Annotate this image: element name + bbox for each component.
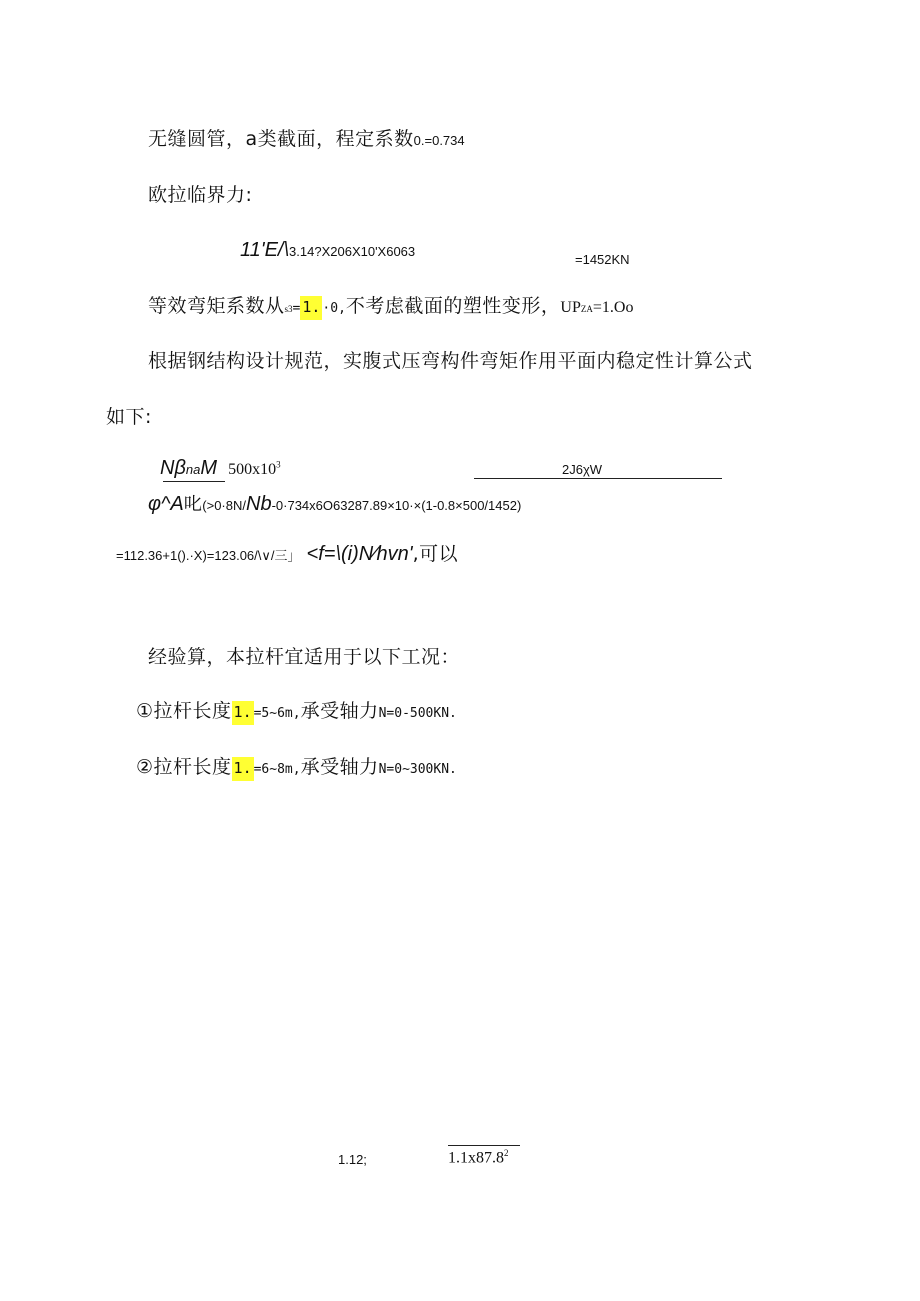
highlighted-symbol: 1. (300, 296, 322, 320)
moment-coefficient-equals: = (292, 301, 301, 316)
condition-2-axial-label: 承受轴力 (300, 756, 379, 778)
condition-2-label: ②拉杆长度 (136, 756, 232, 778)
euler-formula-numerator: 3.14?X206X10'X6063 (289, 244, 416, 259)
stability-result-line (116, 544, 458, 564)
plastic-factor-subscript: ZA (580, 304, 593, 314)
moment-coefficient-label: 等效弯矩系数从 (148, 295, 285, 317)
design-code-paragraph: 根据钢结构设计规范，实腹式压弯构件弯矩作用平面内稳定性计算公式 (148, 350, 753, 372)
plastic-deformation-note: 不考虑截面的塑性变形， (345, 295, 561, 317)
applicable-conditions-heading: 经验算，本拉杆宜适用于以下工况： (148, 646, 461, 668)
euler-critical-force-heading: 欧拉临界力: (148, 184, 253, 206)
footer-coefficient: 1.12; (338, 1152, 367, 1167)
stability-formula-denominator (148, 494, 521, 514)
fraction-bar-left (163, 481, 225, 482)
footer-expression-value: 1.1x87.8 (448, 1149, 504, 1167)
footer-expression-exponent: 2 (504, 1148, 509, 1158)
as-follows-text: 如下: (106, 406, 152, 428)
condition-item-1 (136, 701, 457, 725)
formula-n-beta: Nβ (160, 457, 186, 479)
stability-result-unit: /\∨/三」 (254, 548, 301, 563)
condition-1-label: ①拉杆长度 (136, 700, 232, 722)
footer-expression (448, 1149, 509, 1166)
euler-formula-symbol: 11'E/\ (240, 239, 290, 261)
formula-m: M (200, 457, 218, 479)
euler-formula-result: =1452KN (575, 252, 630, 267)
condition-1-axial-force: N=0-500KN. (378, 706, 457, 721)
stability-result-conclusion: ,可以 (412, 543, 459, 565)
formula-nb: Nb (246, 493, 272, 515)
condition-item-2 (136, 757, 457, 781)
footer-fraction-bar (448, 1145, 520, 1146)
stability-coefficient-line (148, 130, 465, 149)
condition-1-length: =5~6m, (253, 706, 301, 721)
condition-1-highlighted-symbol: 1. (232, 701, 254, 725)
formula-phi-a: φ^A (148, 493, 184, 515)
moment-coefficient-line (148, 296, 633, 320)
formula-denominator-part2: -0·734x6O63287.89×10·×(1-0.8×500/1452) (271, 498, 522, 513)
stability-result-value: =112.36+1().·X)=123.06 (116, 548, 255, 563)
condition-2-highlighted-symbol: 1. (232, 757, 254, 781)
section-modulus-text: 2J6χW (562, 462, 603, 477)
stability-formula-numerator (160, 458, 281, 478)
moment-coefficient-value: ·0, (322, 301, 346, 316)
euler-formula-line (240, 240, 415, 260)
formula-glyph: 叱 (183, 494, 203, 515)
condition-1-axial-label: 承受轴力 (300, 700, 379, 722)
stability-coefficient-value: 0.=0.734 (413, 133, 465, 148)
formula-exponent: 3 (276, 459, 281, 470)
formula-denominator-part1: (>0·8N/ (202, 498, 246, 513)
formula-subscript-na: na (185, 462, 201, 477)
stability-result-inequality: <f=\(i)N∕hvn' (306, 543, 413, 565)
formula-load-value: 500x10 (228, 461, 277, 478)
condition-2-length: =6~8m, (253, 762, 301, 777)
plastic-factor-symbol: UP (560, 299, 581, 316)
stability-coefficient-text: 无缝圆管，a类截面，程定系数 (148, 128, 414, 150)
plastic-factor-value: =1.Oo (592, 299, 634, 316)
fraction-bar-right (474, 478, 722, 479)
moment-coefficient-subscript: s3 (284, 304, 293, 314)
condition-2-axial-force: N=0~300KN. (378, 762, 457, 777)
